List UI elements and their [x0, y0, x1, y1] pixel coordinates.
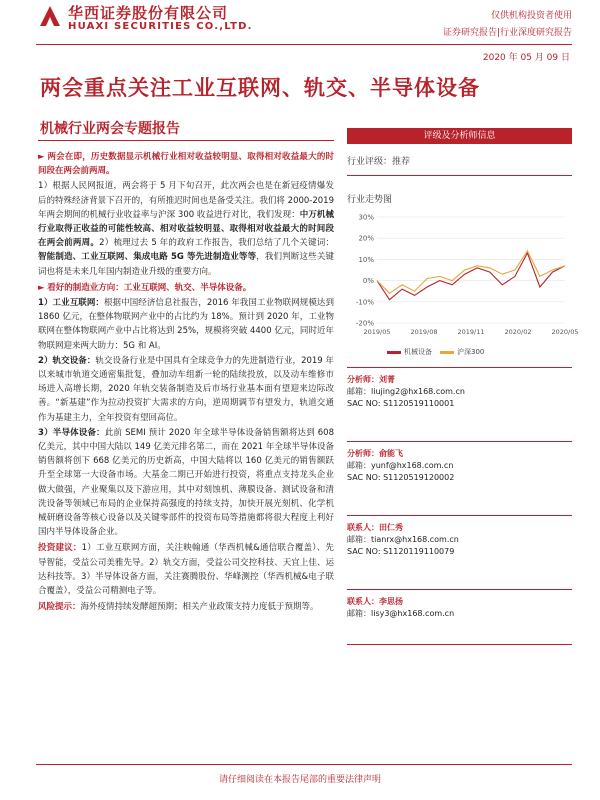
rail-transit-paragraph: 2）轨交设备：轨交设备行业是中国具有全球竞争力的先进制造行业，2019 年以来城市轨道交通密集批复，叠加动车组新一轮的陆续投放，以及动车维修市场进入高增长期，2020 年轨交装备制造及后市场行业基本面有望迎来边际改善。“新基建”作为拉动投资扩大需求的方向，逆周期调节有望发力，轨道交通作为基建主力，全年投资有望回高位。	[38, 355, 334, 423]
chart-legend	[347, 347, 572, 357]
analyst-card: 联系人：李思扬 邮箱：lisy3@hx168.com.cn	[347, 589, 572, 645]
x-tick-label: 2020/05	[551, 328, 579, 336]
y-tick-label: -20%	[355, 319, 374, 328]
analyst-card: 分析师：俞能飞 邮箱：yunf@hx168.com.cn SAC NO: S1120519120002	[347, 441, 572, 505]
header-meta	[443, 8, 572, 42]
rating-panel-header: 评级及分析师信息	[347, 128, 572, 144]
report-subtitle: 机械行业两会专题报告	[40, 121, 180, 137]
report-title: 两会重点关注工业互联网、轨交、半导体设备	[40, 75, 480, 100]
subtitle-divider	[38, 140, 334, 141]
legend-item-sector: 机械设备	[387, 347, 432, 357]
y-tick-label: 0%	[362, 277, 374, 286]
industry-rating: 行业评级：推荐	[347, 157, 411, 167]
trend-chart-title: 行业走势图	[347, 195, 393, 205]
bullet-icon: ►	[38, 282, 45, 293]
y-tick-label: 30%	[358, 213, 374, 222]
report-date: 2020 年 05 月 09 日	[482, 53, 570, 63]
brand-name-en: HUAXI SECURITIES CO.,LTD.	[68, 21, 253, 32]
huaxi-logo	[38, 4, 62, 28]
brand-name-cn: 华西证券股份有限公司	[68, 4, 229, 22]
series-line-index	[377, 251, 565, 293]
x-tick-label: 2019/11	[457, 328, 485, 336]
y-tick-label: 20%	[358, 234, 374, 243]
series-line-sector	[377, 253, 565, 300]
risk-warning: 风险提示：海外疫情持续发酵超预期；相关产业政策支持力度低于预期等。	[38, 602, 319, 613]
x-tick-label: 2019/08	[410, 328, 438, 336]
x-tick-label: 2019/05	[363, 328, 391, 336]
legend-item-index: 沪深300	[440, 347, 484, 357]
header-divider	[36, 44, 572, 45]
y-tick-label: 10%	[358, 255, 374, 264]
y-tick-label: -10%	[355, 298, 374, 307]
x-tick-label: 2020/02	[504, 328, 532, 336]
footer-divider	[36, 764, 572, 765]
main-body	[38, 150, 334, 616]
semiconductor-paragraph: 3）半导体设备：此前 SEMI 预计 2020 年全球半导体设备销售额将达到 608 亿美元，其中中国大陆以 149 亿美元排名第二，而在 2021 年全球半导体设备销售额将创下 668 亿美元的历史新高，中国大陆将以 160 亿美元的销售额跃升至全球第一大设备市场。大基金二期已开始进行投资，将重点支持龙头企业做大做强，产业聚集以及下游应用，其中对刻蚀机、薄膜设备、测试设备和清洗设备等领域已布局的企业保持高强度的持续支持，加快开展光刻机、化学机械研磨设备等核心设备以及关键零部件的投资布局等措施都将很大程度上利好国内半导体设备企业。	[38, 427, 334, 538]
report-category: 证券研究报告|行业深度研究报告	[442, 28, 572, 38]
trend-chart	[347, 211, 579, 341]
analyst-card: 联系人：田仁秀 邮箱：tianrx@hx168.com.cn SAC NO: S1120119110079	[347, 515, 572, 579]
section-2-heading: ► 看好的制造业方向：工业互联网、轨交、半导体设备。	[38, 282, 252, 293]
investor-notice: 仅供机构投资者使用	[490, 11, 572, 21]
industrial-internet-paragraph: 1）工业互联网：根据中国经济信息社报告，2016 年我国工业物联网规模达到 1860 亿元，在整体物联网产业中的占比约为 18%。预计到 2020 年，工业物联网在整体物联网产业中占比将达到 25%，规模将突破 4400 亿元，同时近年物联网迎来两大助力：5G 和 AI。	[38, 298, 334, 351]
sidebar	[347, 128, 579, 645]
section-1-heading: ► 两会在即，历史数据显示机械行业相对收益较明显、取得相对收益最大的时间段在两会前两周。	[38, 152, 335, 177]
investment-advice: 投资建议：1）工业互联网方面，关注映翰通（华西机械&通信联合覆盖）、先导智能，受益公司美雅先导。2）轨交方面，受益公司交控科技、天宜上佳、运达科技等。3）半导体设备方面，关注赛腾股份、华峰测控（华西机械&电子联合覆盖），受益公司精测电子等。	[38, 543, 334, 597]
rating-divider	[347, 175, 572, 176]
analyst-card: 分析师：刘菁 邮箱：liujing2@hx168.com.cn SAC NO: S1120519110001	[347, 367, 572, 431]
section-1-body: 1）根据人民网报道，两会将于 5 月下旬召开，此次两会也是在新冠疫情爆发后的特殊经济背景下召开的，有所推迟时间也是备受关注。我们将 2000-2019 年两会期间的机械行业收益率与沪深 300 收益进行对比，我们发现：中万机械行业取得正收益的可能性较高、相对收益较明显、取得相对收益最大的时间段在两会前两周。2）梳理过去 5 年的政府工作报告，我们总结了几个关键词：智能制造、工业互联网、集成电路 5G 等先进制造业等等，我们判断这些关键词也将是未来几年国内制造业升级的重要方向。	[38, 181, 334, 277]
legal-notice: 请仔细阅读在本报告尾部的重要法律声明	[218, 775, 381, 785]
bullet-icon: ►	[38, 152, 45, 162]
